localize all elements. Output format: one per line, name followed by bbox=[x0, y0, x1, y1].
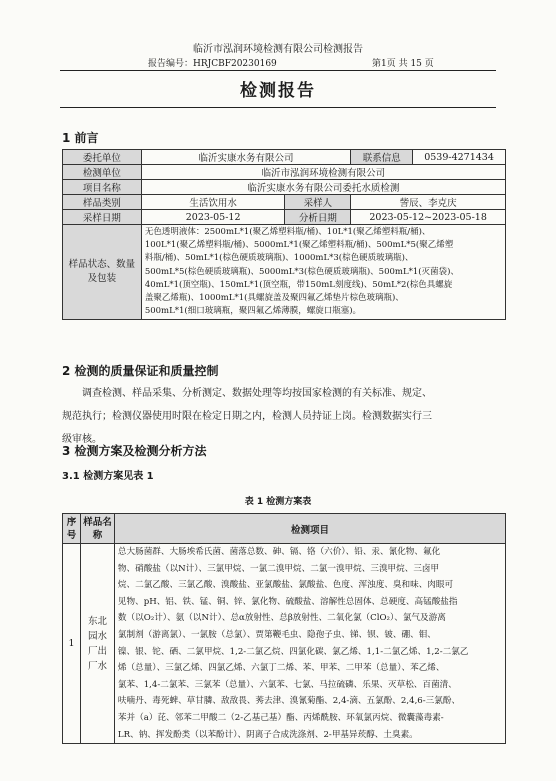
sample-date-label: 采样日期 bbox=[63, 210, 142, 225]
table-row bbox=[63, 150, 506, 165]
table-header-row bbox=[63, 514, 506, 544]
table-row bbox=[63, 195, 506, 210]
item-line: 氯苯、1,4-二氯苯、三氯苯（总量）、六氯苯、七氯、马拉硫磷、乐果、灭草松、百菌清、 bbox=[117, 679, 457, 690]
sampler-value: 訾辰、李克庆 bbox=[351, 195, 506, 210]
item-line: 见物、pH、铝、铁、锰、铜、锌、氯化物、硫酸盐、溶解性总固体、总硬度、高锰酸盐指 bbox=[117, 596, 458, 607]
col-header-items: 检测项目 bbox=[114, 514, 505, 544]
project-value: 临沂实康水务有限公司委托水质检测 bbox=[141, 180, 505, 195]
section-1-title: 1 前言 bbox=[62, 131, 99, 145]
analysis-date-label: 分析日期 bbox=[285, 210, 351, 225]
item-line: 数（以O₂计）、氨（以N计）、总α放射性、总β放射性、二氧化氯（ClO₂）、氯气及游离 bbox=[117, 613, 446, 624]
table-row bbox=[63, 225, 506, 320]
pack-line: 盖聚乙烯瓶)、1000mL*1(具螺旋盖及聚四氟乙烯垫片棕色玻璃瓶)、 bbox=[144, 293, 404, 304]
pack-line: 无色透明液体：2500mL*1(聚乙烯塑料瓶/桶)、10L*1(聚乙烯塑料瓶/桶)、 bbox=[144, 227, 431, 237]
item-line: 烯（总量）、三氯乙烯、四氯乙烯、六氯丁二烯、苯、甲苯、二甲苯（总量）、苯乙烯、 bbox=[117, 663, 445, 674]
table-row bbox=[63, 544, 506, 744]
item-line: 镍、银、铊、硒、二氯甲烷、1,2-二氯乙烷、四氯化碳、氯乙烯、1,1-二氯乙烯、1,2-二氯乙 bbox=[117, 646, 469, 657]
report-org-title: 临沂市泓润环境检测有限公司检测报告 bbox=[193, 44, 363, 55]
category-label: 样品类别 bbox=[63, 195, 142, 210]
section-2-paragraph bbox=[62, 382, 502, 451]
page-info: 第1页 共 15 页 bbox=[372, 59, 434, 69]
section-3-1-title: 3.1 检测方案见表 1 bbox=[62, 471, 154, 482]
pack-line: 料瓶/桶)、50mL*1(棕色硬质玻璃瓶)、1000mL*3(棕色硬质玻璃瓶)、 bbox=[144, 253, 414, 264]
col-header-name: 样品名称 bbox=[80, 514, 114, 544]
section-3-title: 3 检测方案及检测分析方法 bbox=[62, 444, 207, 458]
pack-value bbox=[141, 225, 505, 320]
sample-date-value: 2023-05-12 bbox=[141, 210, 285, 225]
table-row bbox=[63, 210, 506, 225]
client-value: 临沂实康水务有限公司 bbox=[141, 150, 350, 165]
item-line: 总大肠菌群、大肠埃希氏菌、菌落总数、砷、镉、铬（六价）、铅、汞、氰化物、氟化 bbox=[117, 547, 441, 557]
item-line: 呋喃丹、毒死蜱、草甘膦、敌敌畏、莠去津、溴氰菊酯、2,4-滴、五氯酚、2,4,6-三氯酚、 bbox=[117, 696, 461, 707]
contact-value: 0539-4271434 bbox=[413, 150, 506, 165]
item-line: 烷、二氯乙酸、三氯乙酸、溴酸盐、亚氯酸盐、氯酸盐、色度、浑浊度、臭和味、肉眼可 bbox=[117, 580, 454, 591]
project-label: 项目名称 bbox=[63, 180, 142, 195]
table-1-caption: 表 1 检测方案表 bbox=[244, 497, 312, 507]
table-row bbox=[63, 165, 506, 180]
row-no: 1 bbox=[63, 544, 81, 744]
client-label: 委托单位 bbox=[63, 150, 142, 165]
pack-line: 40mL*1(顶空瓶)、150mL*1(顶空瓶，带150mL刻度线)、50mL*2(棕色具螺旋 bbox=[144, 279, 453, 290]
contact-label: 联系信息 bbox=[351, 150, 413, 165]
plan-table bbox=[62, 513, 506, 744]
row-test-items bbox=[114, 544, 505, 744]
lab-value: 临沂市泓润环境检测有限公司 bbox=[141, 165, 505, 180]
lab-label: 检测单位 bbox=[63, 165, 142, 180]
section-2-title: 2 检测的质量保证和质量控制 bbox=[62, 364, 219, 378]
info-table bbox=[62, 149, 506, 320]
category-value: 生活饮用水 bbox=[141, 195, 285, 210]
pack-line: 100L*1(聚乙烯塑料瓶/桶)、5000mL*1(聚乙烯塑料瓶/桶)、500mL*5(聚乙烯塑 bbox=[144, 240, 454, 251]
analysis-date-value: 2023-05-12~2023-05-18 bbox=[351, 210, 506, 225]
title-rule bbox=[60, 107, 496, 108]
paragraph-line: 级审核。 bbox=[62, 434, 102, 445]
pack-line: 500mL*1(细口玻璃瓶，聚四氟乙烯薄膜，螺旋口瓶塞)。 bbox=[144, 306, 362, 317]
report-number: 报告编号：HRJCBF20230169 bbox=[148, 59, 277, 69]
document-title: 检测报告 bbox=[240, 81, 316, 101]
header-rule bbox=[60, 70, 496, 71]
paragraph-line: 调查检测、样品采集、分析测定、数据处理等均按国家检测的有关标准、规定、 bbox=[82, 388, 432, 399]
pack-line: 500mL*5(棕色硬质玻璃瓶)、5000mL*3(棕色硬质玻璃瓶)、500mL*1(灭菌袋)、 bbox=[144, 266, 459, 277]
row-sample-name: 东北园水厂出厂水 bbox=[80, 544, 114, 744]
col-header-no: 序号 bbox=[63, 514, 81, 544]
item-line: 苯并（a）芘、邻苯二甲酸二（2-乙基己基）酯、丙烯酰胺、环氧氯丙烷、微囊藻毒素- bbox=[117, 712, 444, 723]
paragraph-line: 规范执行；检测仪器使用时限在检定日期之内，检测人员持证上岗。检测数据实行三 bbox=[62, 411, 432, 422]
pack-label: 样品状态、数量及包装 bbox=[63, 225, 142, 320]
table-row bbox=[63, 180, 506, 195]
item-line: 氯制剂（游离氯）、一氯胺（总氯）、贾第鞭毛虫、隐孢子虫、锑、钡、铍、硼、钼、 bbox=[117, 629, 436, 640]
sampler-label: 采样人 bbox=[285, 195, 351, 210]
item-line: LR、钠、挥发酚类（以苯酚计）、阴离子合成洗涤剂、2-甲基异莰醇、土臭素。 bbox=[117, 729, 418, 740]
item-line: 物、硝酸盐（以N计）、三氯甲烷、一氯二溴甲烷、二氯一溴甲烷、三溴甲烷、三卤甲 bbox=[117, 563, 440, 574]
